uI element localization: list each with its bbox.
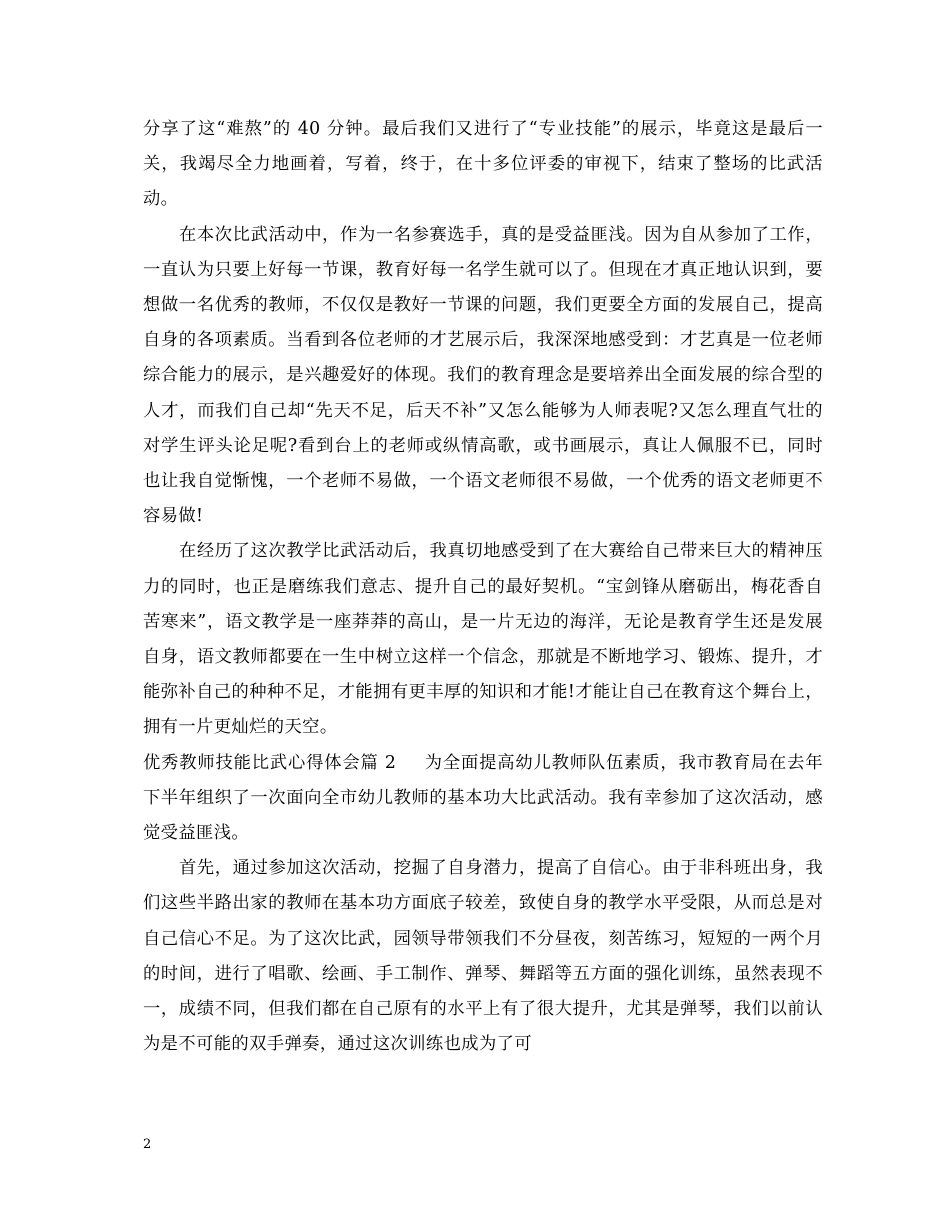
section-text: 为全面提高幼儿教师队伍素质，我市教育局在去年下半年组织了一次面向全市幼儿教师的基本功大比武活动。我有幸参加了这次活动，感觉受益匪浅。 <box>143 752 823 844</box>
section-paragraph <box>143 746 823 852</box>
paragraph: 首先，通过参加这次活动，挖掘了自身潜力，提高了自信心。由于非科班出身，我们这些半路出家的教师在基本功方面底子较差，致使自身的教学水平受限，从而总是对自己信心不足。为了这次比武，园领导带领我们不分昼夜，刻苦练习，短短的一两个月的时间，进行了唱歌、绘画、手工制作、弹琴、舞蹈等五方面的强化训练，虽然表现不一，成绩不同，但我们都在自己原有的水平上有了很大提升，尤其是弹琴，我们以前认为是不可能的双手弹奏，通过这次训练也成为了可 <box>143 858 823 1055</box>
body-text <box>143 112 823 1062</box>
paragraph: 在本次比武活动中，作为一名参赛选手，真的是受益匪浅。因为自从参加了工作，一直认为只要上好每一节课，教育好每一名学生就可以了。但现在才真正地认识到，要想做一名优秀的教师，不仅仅是教好一节课的问题，我们更要全方面的发展自己，提高自身的各项素质。当看到各位老师的才艺展示后，我深深地感受到：才艺真是一位老师综合能力的展示，是兴趣爱好的体现。我们的教育理念是要培养出全面发展的综合型的人才，而我们自己却“先天不足，后天不补”又怎么能够为人师表呢?又怎么理直气壮的对学生评头论足呢?看到台上的老师或纵情高歌，或书画展示，真让人佩服不已，同时也让我自觉惭愧，一个老师不易做，一个语文老师很不易做，一个优秀的语文老师更不容易做! <box>143 224 823 527</box>
paragraph: 分享了这“难熬”的 40 分钟。最后我们又进行了“专业技能”的展示，毕竟这是最后一关，我竭尽全力地画着，写着，终于，在十多位评委的审视下，结束了整场的比武活动。 <box>143 119 823 210</box>
section-title: 优秀教师技能比武心得体会篇 2 <box>143 752 397 773</box>
page-number: 2 <box>143 1137 152 1152</box>
paragraph: 在经历了这次教学比武活动后，我真切地感受到了在大赛给自己带来巨大的精神压力的同时，也正是磨练我们意志、提升自己的最好契机。“宝剑锋从磨砺出，梅花香自苦寒来”，语文教学是一座莽莽的高山，是一片无边的海洋，无论是教育学生还是发展自身，语文教师都要在一生中树立这样一个信念，那就是不断地学习、锻炼、提升，才能弥补自己的种种不足，才能拥有更丰厚的知识和才能!才能让自己在教育这个舞台上，拥有一片更灿烂的天空。 <box>143 541 823 738</box>
